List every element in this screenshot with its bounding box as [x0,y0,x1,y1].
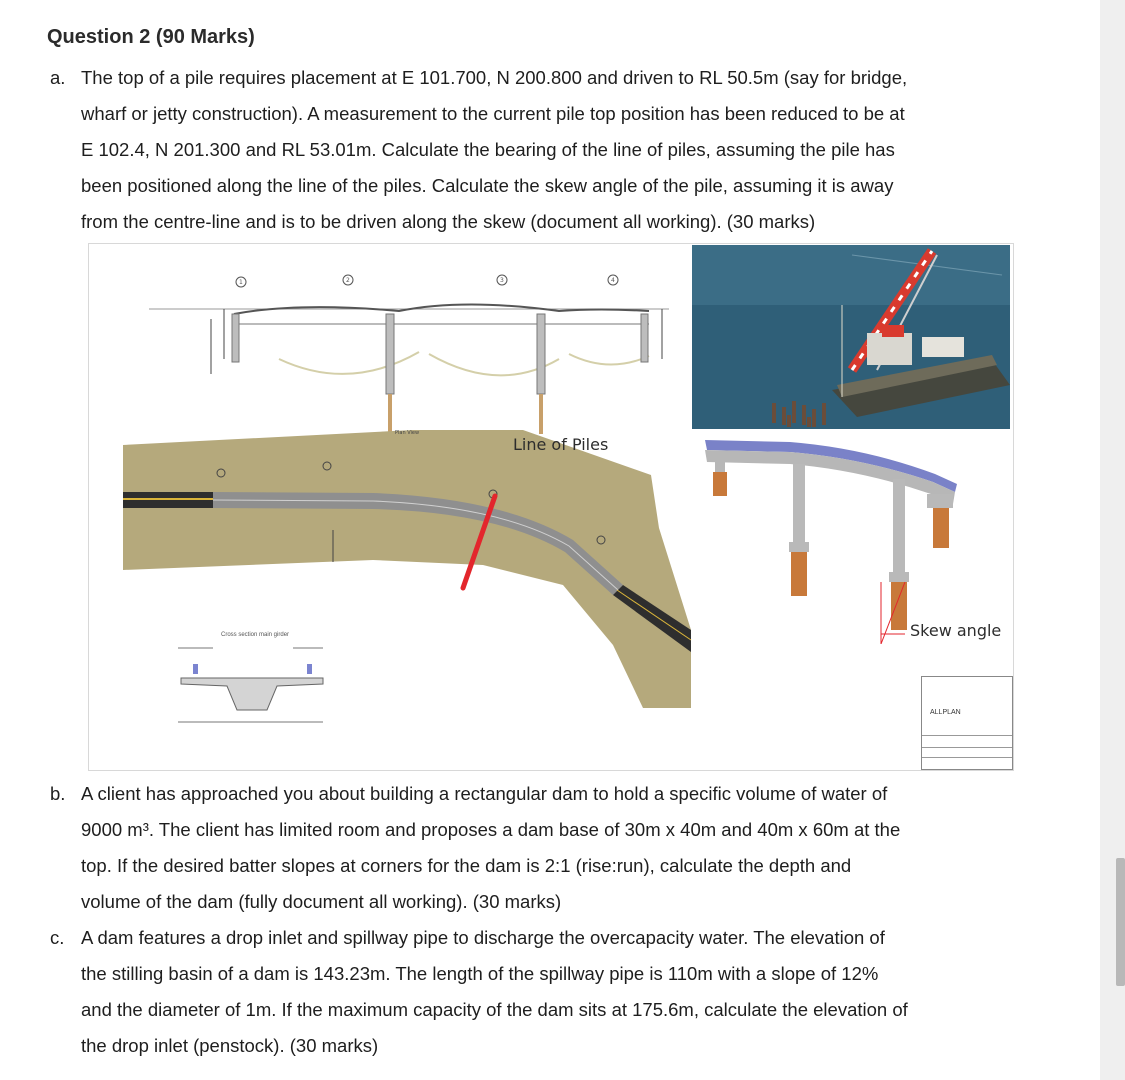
part-a-text [81,60,1091,240]
part-c-line: the drop inlet (penstock). (30 marks) [81,1035,379,1056]
part-c-line: the stilling basin of a dam is 143.23m. The length of the spillway pipe is 110m with a slope of 12% [81,963,879,984]
bridge-elevation-drawing [129,264,689,444]
pier-marker-2: 2 [346,277,350,284]
crane-barge-photo [692,245,1010,429]
part-b-line: A client has approached you about building a rectangular dam to hold a specific volume of water of [81,783,888,804]
part-a-line: been positioned along the line of the piles. Calculate the skew angle of the pile, assuming it is away [81,175,894,196]
bridge-figure [88,243,1014,771]
skew-angle-label: Skew angle [910,621,1002,640]
part-c-text [81,920,1091,1064]
drawing-title-block [921,676,1013,770]
bridge-3d-render [695,434,1013,644]
pier-marker-3: 3 [500,277,504,284]
part-a-marker: a. [50,67,66,88]
cross-section-drawing [173,642,333,742]
pier-marker-1: 1 [239,279,243,286]
part-a-line: from the centre-line and is to be driven along the skew (document all working). (30 marks) [81,211,816,232]
part-b-line: volume of the dam (fully document all working). (30 marks) [81,891,562,912]
cross-section-label: Cross section main girder [221,632,290,638]
allplan-logo: ALLPLAN [930,709,961,716]
question-title: Question 2 (90 Marks) [47,26,255,48]
part-a-line: E 102.4, N 201.300 and RL 53.01m. Calculate the bearing of the line of piles, assuming the pile has [81,139,895,160]
part-a-line: wharf or jetty construction). A measurement to the current pile top position has been reduced to be at [81,103,905,124]
pier-marker-4: 4 [611,277,615,284]
line-of-piles-marker [455,492,505,592]
part-b-line: top. If the desired batter slopes at corners for the dam is 2:1 (rise:run), calculate the depth and [81,855,852,876]
part-c-line: and the diameter of 1m. If the maximum capacity of the dam sits at 175.6m, calculate the elevation of [81,999,908,1020]
part-b-marker: b. [50,783,66,804]
plan-view-label: Plan View [395,430,420,436]
part-b-line: 9000 m³. The client has limited room and proposes a dam base of 30m x 40m and 40m x 60m at the [81,819,901,840]
part-c-line: A dam features a drop inlet and spillway pipe to discharge the overcapacity water. The elevation of [81,927,885,948]
scrollbar-thumb[interactable] [1116,858,1125,986]
part-b-text [81,776,1091,920]
line-of-piles-label: Line of Piles [513,435,609,454]
part-a-line: The top of a pile requires placement at E 101.700, N 200.800 and driven to RL 50.5m (say for bridge, [81,67,908,88]
part-c-marker: c. [50,927,65,948]
